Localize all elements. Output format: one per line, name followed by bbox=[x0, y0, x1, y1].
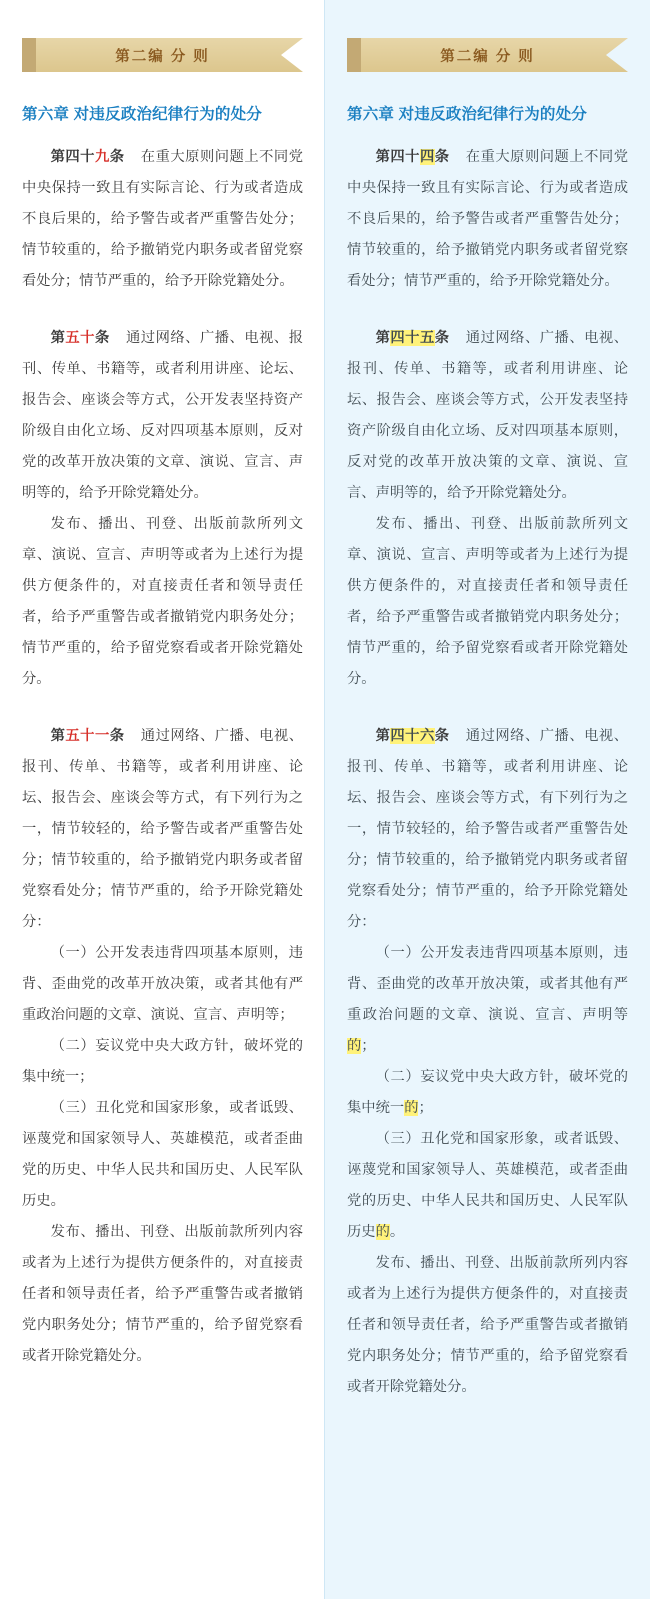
article-label-suffix: 条 bbox=[109, 149, 125, 165]
paragraph-text: ； bbox=[361, 1038, 376, 1054]
paragraph-text: 。 bbox=[389, 1224, 405, 1240]
paragraph bbox=[347, 1062, 628, 1124]
section-ribbon-left bbox=[22, 38, 303, 72]
paragraph-text: （一）公开发表违背四项基本原则，违背、歪曲党的改革开放决策，或者其他有严重政治问题的文章、演说、宣言、声明等； bbox=[22, 945, 303, 1023]
article-label-prefix: 第 bbox=[50, 728, 66, 744]
paragraph-text: 通过网络、广播、电视、报刊、传单、书籍等，或者利用讲座、论坛、报告会、座谈会等方式，有下列行为之一，情节较轻的，给予警告或者严重警告处分；情节较重的，给予撤销党内职务或者留党察看处分；情节严重的，给予开除党籍处分： bbox=[22, 728, 304, 930]
paragraph-text: 通过网络、广播、电视、报刊、传单、书籍等，或者利用讲座、论坛、报告会、座谈会等方式，有下列行为之一，情节较轻的，给予警告或者严重警告处分；情节较重的，给予撤销党内职务或者留党察看处分；情节严重的，给予开除党籍处分： bbox=[347, 728, 629, 930]
paragraph-text: 在重大原则问题上不同党中央保持一致且有实际言论、行为或者造成不良后果的，给予警告或者严重警告处分；情节较重的，给予撤销党内职务或者留党察看处分；情节严重的，给予开除党籍处分。 bbox=[347, 149, 629, 289]
chapter-title-right: 第六章 对违反政治纪律行为的处分 bbox=[347, 106, 588, 123]
paragraph-text: 发布、播出、刊登、出版前款所列文章、演说、宣言、声明等或者为上述行为提供方便条件的，对直接责任者和领导责任者，给予严重警告或者撤销党内职务处分；情节严重的，给予留党察看或者开除党籍处分。 bbox=[347, 516, 628, 687]
paragraph-text: 在重大原则问题上不同党中央保持一致且有实际言论、行为或者造成不良后果的，给予警告或者严重警告处分；情节较重的，给予撤销党内职务或者留党察看处分；情节严重的，给予开除党籍处分。 bbox=[22, 149, 304, 289]
paragraph bbox=[22, 1093, 303, 1217]
article-number: 五十 bbox=[65, 330, 95, 346]
highlighted-text: 的 bbox=[375, 1224, 390, 1240]
article-label-suffix: 条 bbox=[434, 330, 450, 346]
ribbon-tail bbox=[347, 38, 361, 72]
article-label-prefix: 第 bbox=[375, 330, 391, 346]
article-label-prefix: 第四十 bbox=[50, 149, 95, 165]
ribbon-label: 第二编 分 则 bbox=[440, 48, 535, 65]
paragraph-text: （一）公开发表违背四项基本原则，违背、歪曲党的改革开放决策，或者其他有严重政治问题的文章、演说、宣言、声明等 bbox=[347, 945, 628, 1023]
paragraph bbox=[22, 509, 303, 695]
article-number: 九 bbox=[94, 149, 110, 165]
section-ribbon-right bbox=[347, 38, 628, 72]
article-label-suffix: 条 bbox=[109, 728, 125, 744]
paragraph-text: （三）丑化党和国家形象，或者诋毁、诬蔑党和国家领导人、英雄模范，或者歪曲党的历史、中华人民共和国历史、人民军队历史。 bbox=[22, 1100, 303, 1209]
paragraph bbox=[22, 721, 303, 938]
article-label-suffix: 条 bbox=[94, 330, 110, 346]
paragraph bbox=[22, 1217, 303, 1372]
paragraph-text: 通过网络、广播、电视、报刊、传单、书籍等，或者利用讲座、论坛、报告会、座谈会等方式，公开发表坚持资产阶级自由化立场、反对四项基本原则，反对党的改革开放决策的文章、演说、宣言、声明等的，给予开除党籍处分。 bbox=[22, 330, 304, 501]
article-label-prefix: 第 bbox=[50, 330, 66, 346]
chapter-title-left: 第六章 对违反政治纪律行为的处分 bbox=[22, 106, 263, 123]
paragraph-text: （二）妄议党中央大政方针，破坏党的集中统一 bbox=[347, 1069, 628, 1116]
ribbon-label: 第二编 分 则 bbox=[115, 48, 210, 65]
body-left bbox=[22, 142, 303, 1372]
paragraph-text: （二）妄议党中央大政方针，破坏党的集中统一； bbox=[22, 1038, 303, 1085]
ribbon-tail bbox=[22, 38, 36, 72]
paragraph bbox=[347, 142, 628, 297]
paragraph-text: （三）丑化党和国家形象，或者诋毁、诬蔑党和国家领导人、英雄模范，或者歪曲党的历史、中华人民共和国历史、人民军队历史 bbox=[347, 1131, 628, 1240]
highlighted-text: 的 bbox=[404, 1100, 419, 1116]
body-right bbox=[347, 142, 628, 1403]
article-number: 四十六 bbox=[390, 728, 435, 744]
article-number: 五十一 bbox=[65, 728, 110, 744]
paragraph bbox=[347, 509, 628, 695]
paragraph bbox=[347, 1248, 628, 1403]
article-label-suffix: 条 bbox=[434, 149, 450, 165]
article-label-suffix: 条 bbox=[434, 728, 450, 744]
paragraph bbox=[347, 323, 628, 509]
paragraph-text: 发布、播出、刊登、出版前款所列内容或者为上述行为提供方便条件的，对直接责任者和领导责任者，给予严重警告或者撤销党内职务处分；情节严重的，给予留党察看或者开除党籍处分。 bbox=[22, 1224, 303, 1364]
paragraph bbox=[347, 721, 628, 938]
paragraph bbox=[22, 142, 303, 297]
paragraph bbox=[22, 1031, 303, 1093]
article-label-prefix: 第四十 bbox=[375, 149, 420, 165]
paragraph-text: 发布、播出、刊登、出版前款所列文章、演说、宣言、声明等或者为上述行为提供方便条件的，对直接责任者和领导责任者，给予严重警告或者撤销党内职务处分；情节严重的，给予留党察看或者开除党籍处分。 bbox=[22, 516, 303, 687]
paragraph bbox=[347, 1124, 628, 1248]
article-label-prefix: 第 bbox=[375, 728, 391, 744]
paragraph bbox=[22, 938, 303, 1031]
paragraph bbox=[347, 938, 628, 1062]
column-right bbox=[325, 0, 650, 1599]
paragraph bbox=[22, 323, 303, 509]
paragraph-text: ； bbox=[418, 1100, 433, 1116]
highlighted-text: 的 bbox=[347, 1038, 362, 1054]
paragraph-text: 发布、播出、刊登、出版前款所列内容或者为上述行为提供方便条件的，对直接责任者和领导责任者，给予严重警告或者撤销党内职务处分；情节严重的，给予留党察看或者开除党籍处分。 bbox=[347, 1255, 628, 1395]
article-number: 四十五 bbox=[390, 330, 435, 346]
article-number: 四 bbox=[419, 149, 435, 165]
paragraph-text: 通过网络、广播、电视、报刊、传单、书籍等，或者利用讲座、论坛、报告会、座谈会等方式，公开发表坚持资产阶级自由化立场、反对四项基本原则，反对党的改革开放决策的文章、演说、宣言、声明等的，给予开除党籍处分。 bbox=[347, 330, 629, 501]
